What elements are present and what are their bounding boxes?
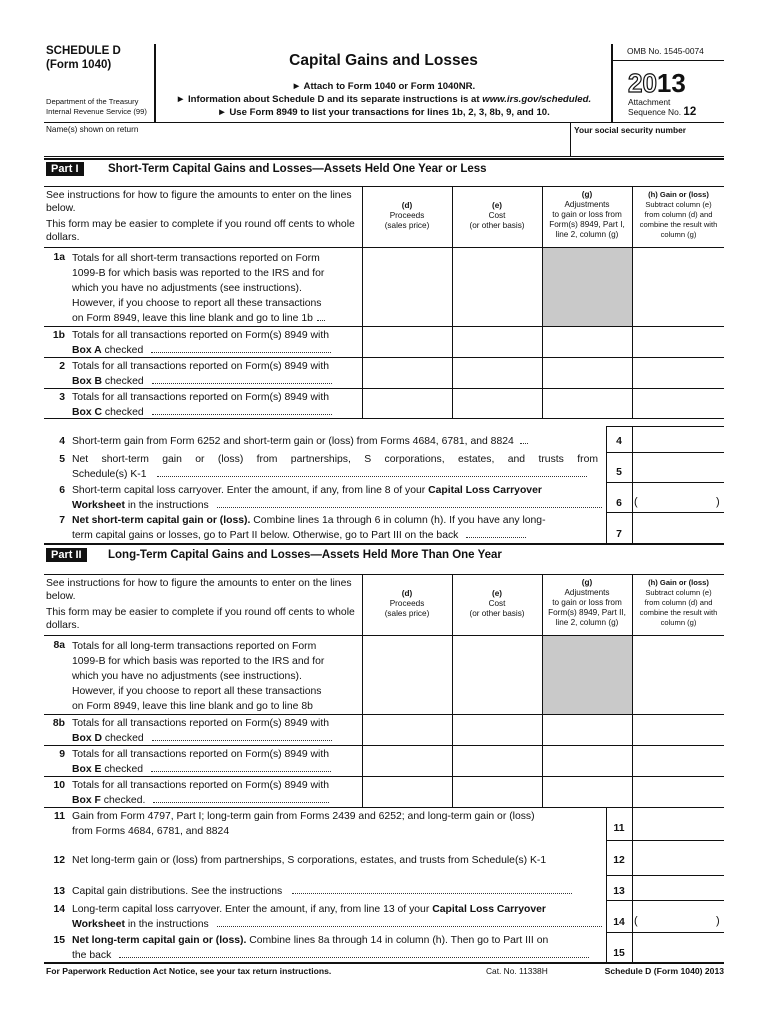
part2-intro-2: This form may be easier to complete if you round off cents to whole dollars. <box>46 607 355 631</box>
line-10-col-g-input[interactable] <box>543 777 632 807</box>
line-9-col-g-input[interactable] <box>543 746 632 776</box>
checked-text: checked <box>104 376 144 387</box>
line-text-bold: Capital Loss Carryover <box>432 904 546 915</box>
line-text: Net short-term gain or (loss) from partnerships, S corporations, estates, and trusts from <box>72 454 598 465</box>
line-12-box: 12 <box>613 855 625 866</box>
line-5-box: 5 <box>616 467 622 478</box>
line-2-col-g-input[interactable] <box>543 358 632 388</box>
line-text: Totals for all transactions reported on Form(s) 8949 with <box>72 330 329 341</box>
p2-col-e-header <box>452 589 542 619</box>
p2-col-g-header <box>542 578 632 628</box>
part1-top-rule <box>44 158 724 160</box>
line-3-col-d-input[interactable] <box>363 389 452 418</box>
col-text: Proceeds <box>389 211 425 220</box>
tax-year-outline: 20 <box>628 68 657 98</box>
col-text: to gain or loss from <box>552 210 622 219</box>
leader-dots <box>217 919 602 927</box>
line-text: from Forms 4684, 6781, and 8824 <box>72 826 230 837</box>
line-1b-col-e-input[interactable] <box>453 327 542 357</box>
p2-col-d-header <box>362 589 452 619</box>
instruction-info <box>156 94 611 105</box>
leader-dots <box>466 530 526 538</box>
line-14-box: 14 <box>613 917 625 928</box>
line-12-text: Net long-term gain or (loss) from partnerships, S corporations, estates, and trusts from Schedule(s) K-1 <box>72 855 547 866</box>
col-text: Adjustments <box>564 588 610 597</box>
line-8b-col-g-input[interactable] <box>543 715 632 745</box>
tax-year <box>628 70 686 96</box>
line-4-box: 4 <box>616 436 622 447</box>
box-label: Box E <box>72 764 102 775</box>
line-text: which you have no adjustments (see instructions). <box>72 283 302 294</box>
box-label: Box D <box>72 733 103 744</box>
line-8b-col-h-input[interactable] <box>633 715 724 745</box>
line-1b-text <box>72 328 362 358</box>
line-text: Totals for all transactions reported on Form(s) 8949 with <box>72 361 329 372</box>
line-11-text <box>72 809 606 839</box>
p1-col-d-header <box>362 201 452 231</box>
col-letter: (d) <box>401 201 413 210</box>
col-text: from column (d) and <box>644 210 713 219</box>
line-text-bold: Worksheet <box>72 919 125 930</box>
col-text: Cost <box>488 211 506 220</box>
line-2-col-d-input[interactable] <box>363 358 452 388</box>
leader-dots <box>119 950 589 958</box>
line-14-text <box>72 902 606 932</box>
line-7-box: 7 <box>616 529 622 540</box>
line-7-number: 7 <box>59 515 65 526</box>
part2-label: Part II <box>46 548 87 562</box>
line-11-box: 11 <box>613 823 625 834</box>
col-text: Cost <box>488 599 506 608</box>
col-letter: (g) <box>581 190 593 199</box>
ssn-label: Your social security number <box>574 125 687 135</box>
col-text: (or other basis) <box>469 221 525 230</box>
row-rule <box>44 418 724 419</box>
instruction-attach: ► Attach to Form 1040 or Form 1040NR. <box>291 81 476 92</box>
p1-col-h-header <box>633 190 724 240</box>
tax-year-bold: 13 <box>656 68 686 98</box>
line-text: Capital gain distributions. See the instructions <box>72 886 283 897</box>
line-8b-col-e-input[interactable] <box>453 715 542 745</box>
line-9-col-d-input[interactable] <box>363 746 452 776</box>
leader-dots <box>157 469 587 477</box>
irs-url-link[interactable]: www.irs.gov/scheduled. <box>482 94 592 105</box>
box-label: Box B <box>72 376 103 387</box>
box-label: Box F <box>72 795 101 806</box>
name-row-bottom-rule <box>44 156 724 157</box>
checked-text: checked <box>104 733 144 744</box>
line-text: Totals for all transactions reported on Form(s) 8949 with <box>72 718 329 729</box>
form-title: Capital Gains and Losses <box>289 52 478 69</box>
line-text-bold: Net short-term capital gain or (loss). <box>72 515 251 526</box>
line-9-col-h-input[interactable] <box>633 746 724 776</box>
line-8b-col-d-input[interactable] <box>363 715 452 745</box>
col-text: Form(s) 8949, Part II, <box>548 608 626 617</box>
line-8a-number: 8a <box>53 640 65 651</box>
col-letter: (d) <box>401 589 413 598</box>
line-text: Gain from Form 4797, Part I; long-term gain from Forms 2439 and 6252; and long-term gain or (loss) <box>72 811 535 822</box>
line-7-amount-input[interactable] <box>633 513 724 543</box>
line-10-col-e-input[interactable] <box>453 777 542 807</box>
line-15-number: 15 <box>53 935 65 946</box>
part1-intro-1: See instructions for how to figure the amounts to enter on the lines below. <box>46 190 352 214</box>
leader-dots <box>152 376 332 384</box>
col-letter: (h) Gain or (loss) <box>648 578 709 587</box>
line-9-text <box>72 747 362 777</box>
line-6-amount-input[interactable] <box>640 483 714 512</box>
p2-col-h-header <box>633 578 724 628</box>
line-13-text <box>72 884 606 899</box>
form-label: (Form 1040) <box>46 59 112 71</box>
p1-col-e-header <box>452 201 542 231</box>
line-1a-text <box>72 251 362 326</box>
leader-dots <box>151 345 331 353</box>
omb-rule <box>612 60 724 61</box>
row-rule <box>44 807 724 808</box>
line-3-text <box>72 390 362 420</box>
box-label: Box C <box>72 407 103 418</box>
leader-dots <box>520 436 528 444</box>
part1-header-rule <box>44 186 724 187</box>
line-text: Totals for all short-term transactions reported on Form <box>72 253 320 264</box>
line-text: 1099-B for which basis was reported to the IRS and for <box>72 268 325 279</box>
line-text-bold: Capital Loss Carryover <box>428 485 542 496</box>
line-4-number: 4 <box>59 436 65 447</box>
line-6-number: 6 <box>59 485 65 496</box>
line-13-amount-input[interactable] <box>633 876 724 900</box>
line-8a-col-e-input[interactable] <box>453 636 542 714</box>
instruction-form-8949: ► Use Form 8949 to list your transactions for lines 1b, 2, 3, 8b, 9, and 10. <box>217 107 550 118</box>
omb-number: OMB No. 1545-0074 <box>627 46 704 56</box>
part2-header-rule <box>44 574 724 575</box>
line-5-amount-input[interactable] <box>633 453 724 482</box>
col-text: (or other basis) <box>469 609 525 618</box>
line-10-col-h-input[interactable] <box>633 777 724 807</box>
line-text: in the instructions <box>124 500 209 511</box>
line-12-amount-input[interactable] <box>633 841 724 875</box>
part1-title: Short-Term Capital Gains and Losses—Assets Held One Year or Less <box>108 163 487 175</box>
col-text: to gain or loss from <box>552 598 622 607</box>
col-text: column (g) <box>660 618 697 627</box>
col-text: line 2, column (g) <box>555 618 619 627</box>
line-text: the back <box>72 950 112 961</box>
line-1b-col-h-input[interactable] <box>633 327 724 357</box>
line-text: Schedule(s) K-1 <box>72 469 147 480</box>
part1-label: Part I <box>46 162 84 176</box>
line-14-number: 14 <box>53 904 65 915</box>
line-11-amount-input[interactable] <box>633 808 724 840</box>
col-letter: (h) Gain or (loss) <box>648 190 709 199</box>
line-text: in the instructions <box>124 919 209 930</box>
line-6-close-paren: ) <box>716 496 720 508</box>
attachment-label: Attachment <box>628 97 671 107</box>
line-text: Totals for all transactions reported on Form(s) 8949 with <box>72 780 329 791</box>
line-text: Totals for all long-term transactions reported on Form <box>72 641 317 652</box>
leader-dots <box>151 764 331 772</box>
line-1a-col-e-input[interactable] <box>453 248 542 326</box>
col-text: combine the result with <box>639 220 718 229</box>
line-11-number: 11 <box>54 811 65 822</box>
line-text: term capital gains or losses, go to Part II below. Otherwise, go to Part III on the back <box>72 530 459 541</box>
line-13-number: 13 <box>53 886 65 897</box>
footer-schedule-id: Schedule D (Form 1040) 2013 <box>604 966 724 976</box>
line-text: However, if you choose to report all these transactions <box>72 686 322 697</box>
line-15-text <box>72 933 602 963</box>
part2-top-rule <box>44 543 724 545</box>
part1-intro-2: This form may be easier to complete if you round off cents to whole dollars. <box>46 219 355 243</box>
line-1a-col-h-input[interactable] <box>633 248 724 326</box>
line-10-number: 10 <box>53 780 65 791</box>
line-text: Long-term capital loss carryover. Enter the amount, if any, from line 13 of your <box>72 904 433 915</box>
line-text: on Form 8949, leave this line blank and go to line 1b <box>72 313 313 324</box>
col-letter: (e) <box>491 201 502 210</box>
box-label: Box A <box>72 345 102 356</box>
line-1b-col-g-input[interactable] <box>543 327 632 357</box>
line-1b-col-d-input[interactable] <box>363 327 452 357</box>
leader-dots <box>152 733 332 741</box>
line-12-number: 12 <box>53 855 65 866</box>
header-divider-right <box>611 44 613 122</box>
col-text: (sales price) <box>384 609 430 618</box>
line-text: Short-term capital loss carryover. Enter the amount, if any, from line 8 of your <box>72 485 429 496</box>
part2-intro-1: See instructions for how to figure the amounts to enter on the lines below. <box>46 578 352 602</box>
line-text: Combine lines 1a through 6 in column (h). If you have any long- <box>250 515 546 526</box>
instruction-info-text: ► Information about Schedule D and its separate instructions is at <box>175 94 483 105</box>
col-text: column (g) <box>660 230 697 239</box>
line-3-col-g-input[interactable] <box>543 389 632 418</box>
line-2-number: 2 <box>59 361 65 372</box>
col-text: Adjustments <box>564 200 610 209</box>
line-text-bold: Worksheet <box>72 500 125 511</box>
sequence-number: 12 <box>683 106 697 118</box>
line-1b-number: 1b <box>52 330 65 341</box>
checked-text: checked <box>104 764 144 775</box>
line-15-box: 15 <box>613 948 625 959</box>
footer-paperwork-notice: For Paperwork Reduction Act Notice, see your tax return instructions. <box>46 966 332 976</box>
line-2-col-e-input[interactable] <box>453 358 542 388</box>
line-3-col-e-input[interactable] <box>453 389 542 418</box>
line-15-amount-input[interactable] <box>633 933 724 962</box>
p1-1a-col-g-shaded <box>543 248 632 326</box>
line-7-text <box>72 513 602 543</box>
col-text: combine the result with <box>639 608 718 617</box>
sequence-label <box>628 106 696 118</box>
line-3-col-h-input[interactable] <box>633 389 724 418</box>
line-4-amount-input[interactable] <box>633 427 724 452</box>
line-8b-number: 8b <box>52 718 65 729</box>
line-14-amount-input[interactable] <box>640 901 714 932</box>
line-8a-text <box>72 639 362 714</box>
col-text: Form(s) 8949, Part I, <box>549 220 625 229</box>
line-10-col-d-input[interactable] <box>363 777 452 807</box>
department-line-1: Department of the Treasury <box>46 97 139 106</box>
name-input[interactable] <box>44 136 568 154</box>
line-text: 1099-B for which basis was reported to the IRS and for <box>72 656 325 667</box>
line-text: Combine lines 8a through 14 in column (h). Then go to Part III on <box>246 935 549 946</box>
line-text: on Form 8949, leave this line blank and go to line 8b <box>72 701 313 712</box>
p1-col-g-header <box>542 190 632 240</box>
line-6-text <box>72 483 606 513</box>
line-9-col-e-input[interactable] <box>453 746 542 776</box>
col-text: Proceeds <box>389 599 425 608</box>
line-8b-text <box>72 716 362 746</box>
line-14-open-paren: ( <box>634 915 638 927</box>
ssn-divider <box>570 122 571 156</box>
footer-top-rule <box>44 962 724 964</box>
col-letter: (e) <box>491 589 502 598</box>
line-9-number: 9 <box>59 749 65 760</box>
line-5-text <box>72 452 598 482</box>
header-bottom-rule <box>44 122 724 123</box>
line-8a-col-d-input[interactable] <box>363 636 452 714</box>
line-2-text <box>72 359 362 389</box>
line-text: Short-term gain from Form 6252 and short-term gain or (loss) from Forms 4684, 6781, and 8824 <box>72 436 514 447</box>
line-2-col-h-input[interactable] <box>633 358 724 388</box>
line-13-box: 13 <box>613 886 625 897</box>
checked-text: checked <box>104 345 144 356</box>
line-5-number: 5 <box>59 454 65 465</box>
line-text: Totals for all transactions reported on Form(s) 8949 with <box>72 749 329 760</box>
leader-dots <box>153 795 329 803</box>
col-text: Subtract column (e) <box>645 588 712 597</box>
col-letter: (g) <box>581 578 593 587</box>
line-1a-col-d-input[interactable] <box>363 248 452 326</box>
names-label: Name(s) shown on return <box>46 125 139 134</box>
line-1a-number: 1a <box>53 252 65 263</box>
line-6-open-paren: ( <box>634 496 638 508</box>
leader-dots <box>292 886 572 894</box>
checked-text: checked <box>104 407 144 418</box>
line-3-number: 3 <box>59 392 65 403</box>
part2-title: Long-Term Capital Gains and Losses—Assets Held More Than One Year <box>108 549 502 561</box>
line-text: However, if you choose to report all these transactions <box>72 298 322 309</box>
footer-cat-number: Cat. No. 11338H <box>486 966 548 976</box>
line-text-bold: Net long-term capital gain or (loss). <box>72 935 247 946</box>
col-text: Subtract column (e) <box>645 200 712 209</box>
p2-8a-col-g-shaded <box>543 636 632 714</box>
col-text: (sales price) <box>384 221 430 230</box>
leader-dots <box>317 313 325 321</box>
line-8a-col-h-input[interactable] <box>633 636 724 714</box>
sequence-text: Sequence No. <box>628 107 682 117</box>
checked-text: checked. <box>103 795 146 806</box>
line-4-text <box>72 434 606 449</box>
col-text: line 2, column (g) <box>555 230 619 239</box>
schedule-label: SCHEDULE D <box>46 45 121 57</box>
line-14-close-paren: ) <box>716 915 720 927</box>
leader-dots <box>152 407 332 415</box>
line-text: Totals for all transactions reported on Form(s) 8949 with <box>72 392 329 403</box>
line-text: which you have no adjustments (see instructions). <box>72 671 302 682</box>
leader-dots <box>217 500 602 508</box>
line-10-text <box>72 778 362 808</box>
department-line-2: Internal Revenue Service (99) <box>46 107 147 116</box>
col-text: from column (d) and <box>644 598 713 607</box>
ssn-input[interactable] <box>572 136 722 154</box>
line-6-box: 6 <box>616 498 622 509</box>
